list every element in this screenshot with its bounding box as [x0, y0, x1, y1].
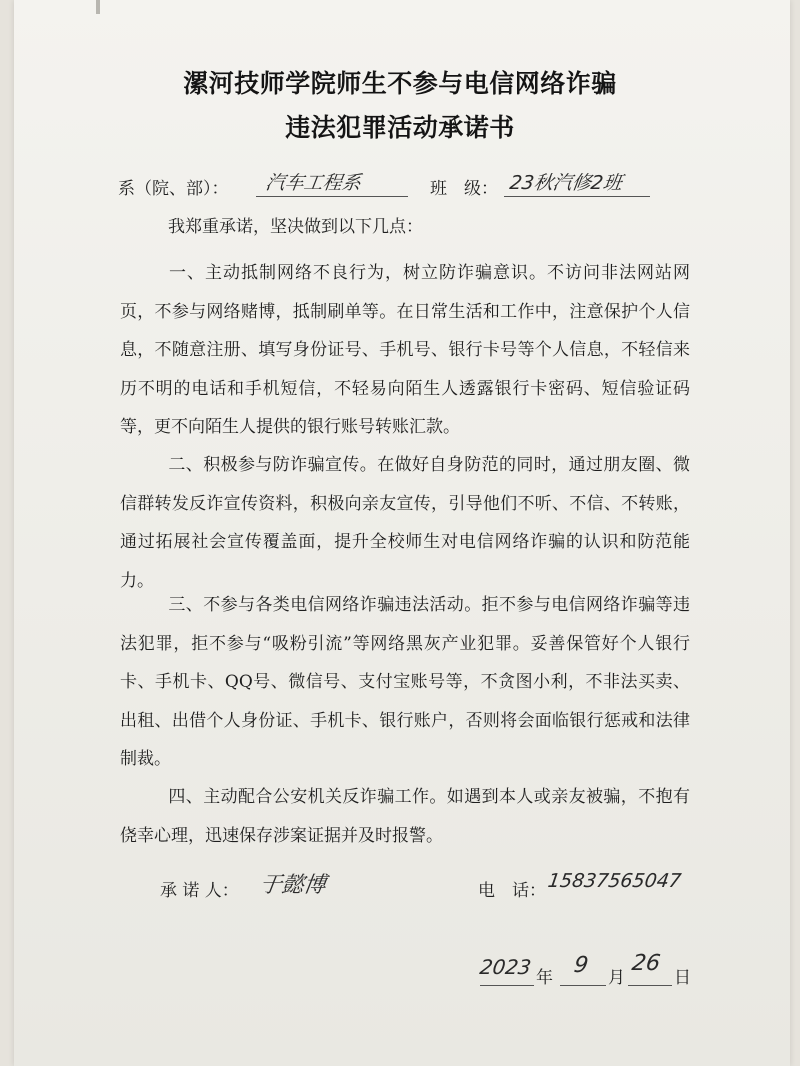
date-day: 26 [630, 951, 662, 976]
month-underline [560, 985, 606, 986]
month-unit: 月 [608, 968, 625, 988]
department-value: 汽车工程系 [264, 172, 363, 194]
document-title-line1: 漯河技师学院师生不参与电信网络诈骗 [183, 69, 617, 98]
phone-label: 电 话： [478, 881, 546, 901]
date-year: 2023 [478, 955, 533, 979]
pledge-paragraph-2-text: 二、积极参与防诈骗宣传。在做好自身防范的同时，通过朋友圈、微信群转发反诈宣传资料，积极向亲友宣传，引导他们不听、不信、不转账，通过拓展社会宣传覆盖面，提升全校师生对电信网络诈骗的认识和防范能力。 [120, 455, 690, 591]
day-unit: 日 [674, 968, 691, 988]
pledge-intro: 我郑重承诺，坚决做到以下几点： [168, 217, 423, 237]
signer-signature: 于懿博 [257, 873, 328, 898]
phone-value: 15837565047 [546, 870, 683, 892]
pledge-paragraph-3 [120, 586, 690, 779]
year-unit: 年 [536, 968, 553, 988]
signer-label: 承 诺 人： [160, 881, 239, 901]
binder-clip-mark [96, 0, 100, 14]
pledge-paragraph-4-text: 四、主动配合公安机关反诈骗工作。如遇到本人或亲友被骗，不抱有侥幸心理，迅速保存涉案证据并及时报警。 [120, 787, 690, 846]
date-row [478, 951, 720, 995]
pledge-paragraph-3-text: 三、不参与各类电信网络诈骗违法活动。拒不参与电信网络诈骗等违法犯罪，拒不参与“吸粉引流”等网络黑灰产业犯罪。妥善保管好个人银行卡、手机卡、QQ号、微信号、支付宝账号等，不贪图小利，不非法买卖、出租、出借个人身份证、手机卡、银行账户，否则将会面临银行惩戒和法律制裁。 [120, 595, 690, 769]
department-underline [256, 196, 408, 197]
pledge-paragraph-1-text: 一、主动抵制网络不良行为，树立防诈骗意识。不访问非法网站网页，不参与网络赌博，抵制刷单等。在日常生活和工作中，注意保护个人信息，不随意注册、填写身份证号、手机号、银行卡号等个人信息，不轻信来历不明的电话和手机短信，不轻易向陌生人透露银行卡密码、短信验证码等，更不向陌生人提供的银行账号转账汇款。 [120, 263, 690, 437]
pledge-paragraph-4 [120, 778, 690, 855]
signature-row [160, 868, 720, 908]
department-class-row [118, 168, 718, 202]
year-underline [480, 985, 534, 986]
document-title-line2: 违法犯罪活动承诺书 [285, 113, 515, 142]
day-underline [628, 985, 672, 986]
class-value: 23秋汽修2班 [508, 172, 624, 194]
class-label: 班 级： [430, 179, 498, 199]
pledge-paragraph-2 [120, 446, 690, 600]
date-month: 9 [572, 953, 590, 978]
department-label: 系（院、部）： [118, 179, 229, 199]
pledge-paragraph-1 [120, 254, 690, 447]
class-underline [504, 196, 650, 197]
